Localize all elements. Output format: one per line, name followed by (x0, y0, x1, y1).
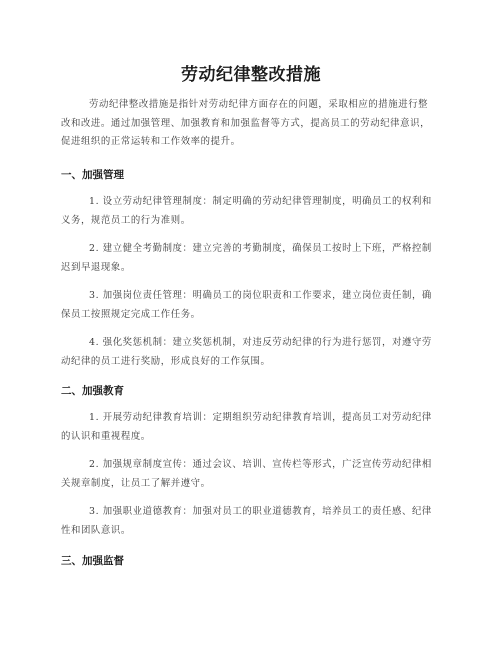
list-item-line: 2. 加强规章制度宣传：通过会议、培训、宣传栏等形式，广泛宣传劳动纪律相 (89, 459, 432, 470)
list-item (61, 287, 441, 324)
list-item-line: 1. 设立劳动纪律管理制度：制定明确的劳动纪律管理制度，明确员工的权利和 (89, 196, 432, 207)
intro-paragraph (61, 96, 441, 152)
section-heading-management: 一、加强管理 (61, 169, 124, 181)
list-item-line: 性和团队意识。 (61, 524, 131, 536)
list-item-line: 保员工按照规定完成工作任务。 (61, 308, 201, 320)
list-item-line: 4. 强化奖惩机制：建立奖惩机制，对违反劳动纪律的行为进行惩罚，对遵守劳 (89, 337, 432, 348)
section-heading-education: 二、加强教育 (61, 385, 124, 397)
list-item (61, 334, 441, 371)
list-item (61, 409, 441, 446)
list-item-line: 的认识和重视程度。 (61, 430, 151, 442)
list-item-line: 义务，规范员工的行为准则。 (61, 214, 191, 226)
intro-line: 促进组织的正常运转和工作效率的提升。 (61, 136, 241, 147)
list-item-line: 3. 加强职业道德教育：加强对员工的职业道德教育，培养员工的责任感、纪律 (89, 506, 432, 517)
list-item (61, 240, 441, 277)
list-item-line: 关规章制度，让员工了解并遵守。 (61, 477, 211, 489)
list-item-line: 3. 加强岗位责任管理：明确员工的岗位职责和工作要求，建立岗位责任制，确 (89, 290, 432, 301)
list-item (61, 503, 441, 540)
list-item-line: 1. 开展劳动纪律教育培训：定期组织劳动纪律教育培训，提高员工对劳动纪律 (89, 412, 432, 423)
document-title: 劳动纪律整改措施 (181, 65, 321, 85)
list-item-line: 动纪律的员工进行奖励，形成良好的工作氛围。 (61, 355, 271, 367)
list-item-line: 迟到早退现象。 (61, 261, 131, 273)
list-item-line: 2. 建立健全考勤制度：建立完善的考勤制度，确保员工按时上下班，严格控制 (89, 243, 432, 254)
list-item (61, 456, 441, 493)
intro-line: 改和改进。通过加强管理、加强教育和加强监督等方式，提高员工的劳动纪律意识， (61, 117, 431, 129)
section-heading-supervision: 三、加强监督 (61, 555, 124, 567)
intro-line: 劳动纪律整改措施是指针对劳动纪律方面存在的问题，采取相应的措施进行整 (89, 99, 429, 110)
list-item (61, 193, 441, 230)
